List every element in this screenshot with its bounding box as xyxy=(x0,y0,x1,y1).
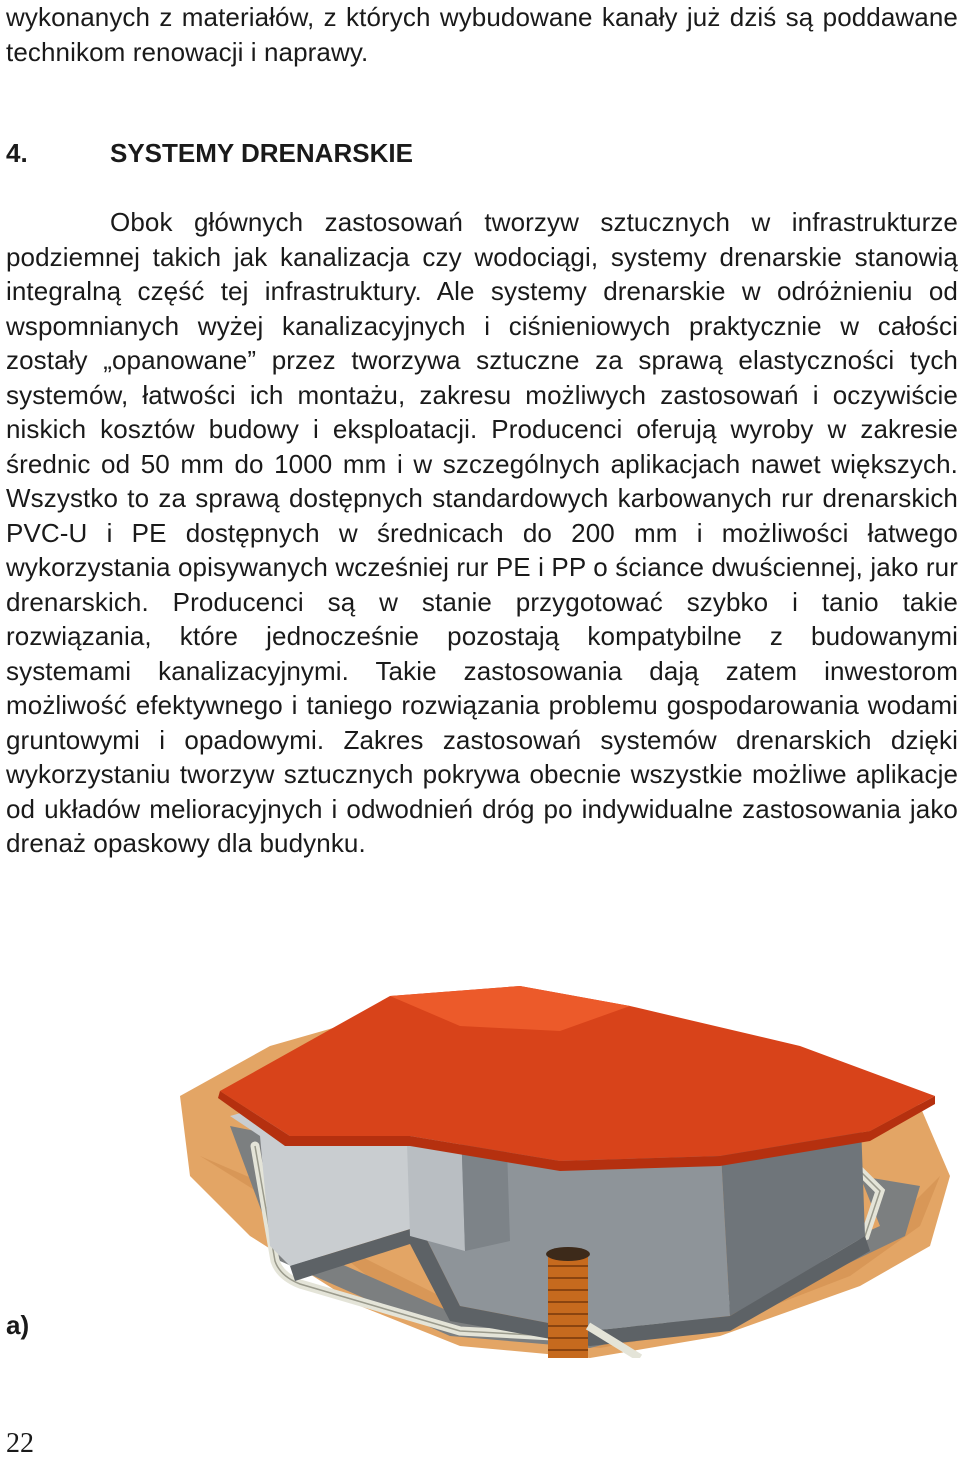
section-heading xyxy=(6,136,413,170)
figure-label: a) xyxy=(6,1310,30,1340)
manhole-shaft xyxy=(548,1254,588,1358)
manhole-cover xyxy=(546,1247,590,1261)
body-paragraph: Obok głównych zastosowań tworzyw sztucznych w infrastrukturze podziemnej takich jak kanalizacja czy wodociągi, systemy drenarskie stanowią integralną część tej infrastruktury. Ale systemy drenarskie w odróżnieniu od wspomnianych wyżej kanalizacyjnych i ciśnieniowych praktycznie w całości zostały „opanowane” przez tworzywa sztuczne za sprawą elastyczności tych systemów, łatwości ich montażu, zakresu możliwych zastosowań i oczywiście niskich kosztów budowy i eksploatacji. Producenci oferują wyroby w zakresie średnic od 50 mm do 1000 mm i w szczególnych aplikacjach nawet większych. Wszystko to za sprawą dostępnych standardowych karbowanych rur drenarskich PVC-U i PE dostępnych w średnicach do 200 mm i możliwości łatwego wykorzystania opisywanych wcześniej rur PE i PP o ściance dwuściennej, jako rur drenarskich. Producenci są w stanie przygotować szybko i tanio takie rozwiązania, które jednocześnie pozostają kompatybilne z budowanymi systemami kanalizacyjnymi. Takie zastosowania dają zatem inwestorom możliwość efektywnego i taniego rozwiązania problemu gospodarowania wodami gruntowymi i opadowymi. Zakres zastosowań systemów drenarskich dzięki wykorzystaniu tworzyw sztucznych pokrywa obecnie wszystkie możliwe aplikacje od układów melioracyjnych i odwodnień dróg po indywidualne zastosowania jako drenaż opaskowy dla budynku. xyxy=(6,207,958,858)
page-number: 22 xyxy=(6,1428,34,1459)
house-drainage-illustration xyxy=(160,986,956,1358)
section-title: SYSTEMY DRENARSKIE xyxy=(110,138,413,168)
intro-text: wykonanych z materiałów, z których wybudowane kanały już dziś są poddawane technikom renowacji i naprawy. xyxy=(6,2,958,67)
section-number: 4. xyxy=(6,138,28,168)
